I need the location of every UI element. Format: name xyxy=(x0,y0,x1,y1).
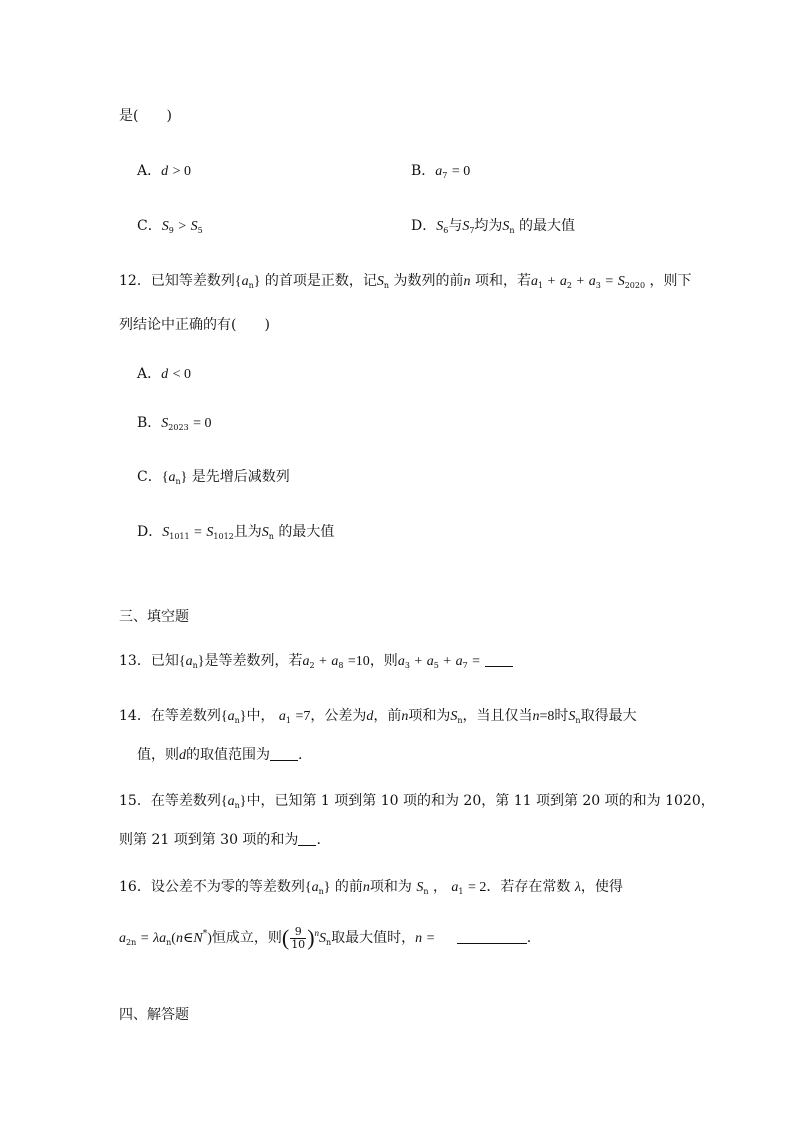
q12-option-d: D．$S_{1011} = S_{1012}$且为$S_n$ 的最大值 xyxy=(137,524,335,541)
q15: 15．在等差数列$\{a_n\}$中，已知第 1 项到第 10 项的和为 20，第 11 项到第 20 项的和为 1020， xyxy=(119,793,715,810)
option-label: C． xyxy=(137,218,162,234)
q12-stem: 12．已知等差数列$\{a_n\}$ 的首项是正数，记$S_n$ 为数列的前n 项和，若$a_1 + a_2 + a_3 = S_{2020}$ ，则下 xyxy=(119,273,692,290)
answer-blank xyxy=(270,746,298,761)
fraction: $\frac{9}{10}$ xyxy=(291,924,306,951)
q16: 16．设公差不为零的等差数列$\{a_n\}$ 的前n项和为 $S_n$ ， $a_1 = 2$．若存在常数 λ，使得 xyxy=(119,879,623,896)
q12-stem-line2: 列结论中正确的有( ) xyxy=(119,317,270,333)
q13: 13．已知$\{a_n\}$是等差数列，若$a_2 + a_8 =10$，则$a_3 + a_5 + a_7$ = xyxy=(119,651,513,676)
q14: 14．在等差数列$\{a_n\}$中， $a_1 =7$，公差为d，前n项和为$S_n$，当且仅当n=8时$S_n$取得最大 xyxy=(119,708,637,725)
section-title: 四、解答题 xyxy=(119,1007,189,1023)
q11-option-c: C．$S_9 > S_5$ xyxy=(137,218,203,235)
q11-tail: 是( ) xyxy=(119,108,172,124)
q12-option-c: C．$\{a_n\}$ 是先增后减数列 xyxy=(137,469,290,486)
q11-option-a: A．d > 0 xyxy=(137,163,191,179)
answer-blank xyxy=(457,929,527,944)
q12-option-a: A．d < 0 xyxy=(137,366,191,382)
q11-option-d: D．$S_6$与$S_7$均为$S_n$ 的最大值 xyxy=(411,218,576,235)
option-label: A． xyxy=(137,163,162,179)
option-label: B． xyxy=(411,163,436,179)
q12-option-b: B．$S_{2023} = 0$ xyxy=(137,415,212,432)
q15-line2: 则第 21 项到第 30 项的和为 . xyxy=(119,832,321,848)
answer-blank xyxy=(298,831,316,846)
answer-blank xyxy=(485,652,513,667)
q14-line2: 值，则d的取值范围为 . xyxy=(137,747,303,763)
q11-option-b: B．$a_7 = 0$ xyxy=(411,163,471,180)
q16-line2: $a_{2n}$ = $\lambda a_n(n\in N^*)$恒成立，则( $\frac{9}{10}$ )$^nS_n$取最大值时，n = . xyxy=(119,924,532,951)
option-label: D． xyxy=(411,218,437,234)
section-title: 三、填空题 xyxy=(119,609,189,625)
